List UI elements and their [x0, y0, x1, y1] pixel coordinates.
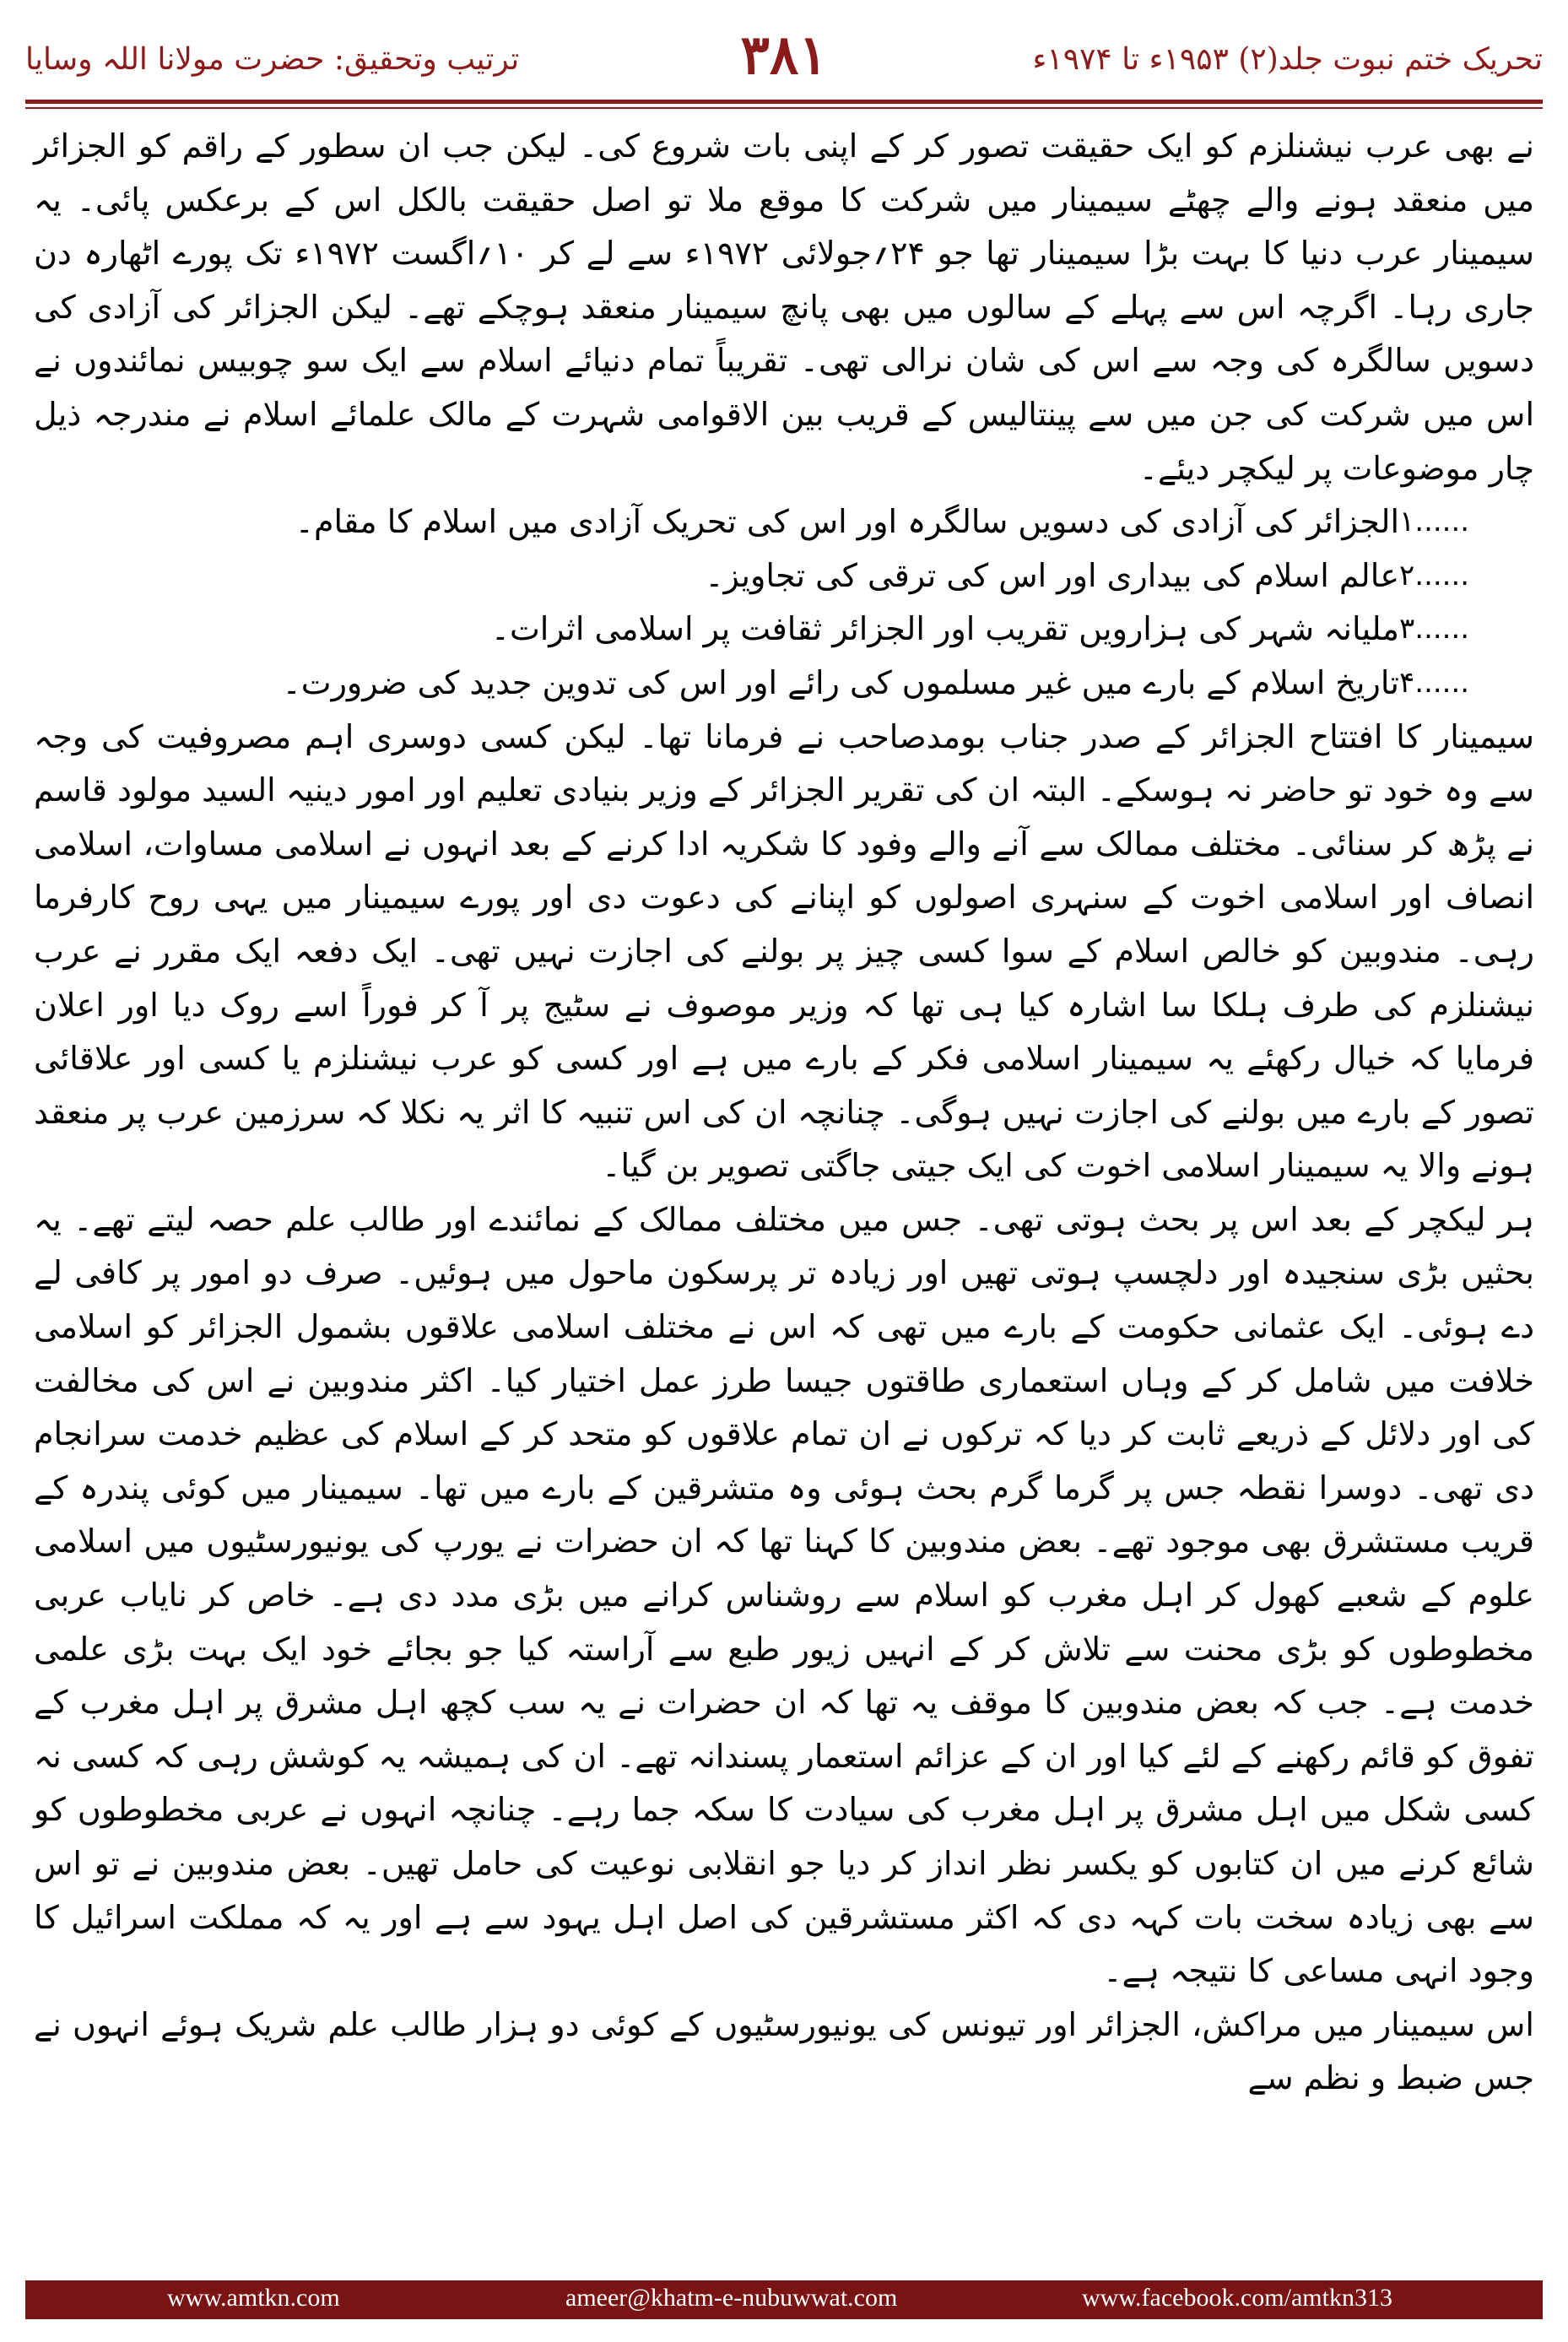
facebook-link[interactable]: www.facebook.com/amtkn313	[1082, 2284, 1392, 2312]
topic-item	[34, 495, 1534, 549]
email-link[interactable]: ameer@khatm-e-nubuwwat.com	[565, 2284, 898, 2312]
page-header	[25, 24, 1543, 100]
page-body	[34, 120, 1534, 2106]
topic-item	[34, 549, 1534, 603]
paragraph-4: اس سیمینار میں مراکش، الجزائر اور تیونس کی یونیورسٹیوں کے کوئی دو ہزار طالب علم شریک ہوئے انہوں نے جس ضبط و نظم سے	[34, 2005, 1534, 2097]
topic-text: الجزائر کی آزادی کی دسویں سالگرہ اور اس کی تحریک آزادی میں اسلام کا مقام۔	[295, 503, 1399, 541]
topic-text: ملیانہ شہر کی ہزارویں تقریب اور الجزائر ثقافت پر اسلامی اثرات۔	[490, 610, 1399, 648]
topic-item	[34, 657, 1534, 711]
header-rule	[25, 100, 1543, 104]
website-link[interactable]: www.amtkn.com	[167, 2284, 340, 2312]
paragraph-2: سیمینار کا افتتاح الجزائر کے صدر جناب بومدصاحب نے فرمانا تھا۔ لیکن کسی دوسری اہم مصروفیت کی وجہ سے وہ خود تو حاضر نہ ہوسکے۔ البتہ ان کی تقریر الجزائر کے وزیر بنیادی تعلیم اور امور دینیہ السید مولود قاسم نے پڑھ کر سنائی۔ مختلف ممالک سے آنے والے وفود کا شکریہ ادا کرنے کے بعد انہوں نے اسلامی مساوات، اسلامی انصاف اور اسلامی اخوت کے سنہری اصولوں کو اپنانے کی دعوت دی اور پورے سیمینار میں یہی روح کارفرما رہی۔ مندوبین کو خالص اسلام کے سوا کسی چیز پر بولنے کی اجازت نہیں تھی۔ ایک دفعہ ایک مقرر نے عرب نیشنلزم کی طرف ہلکا سا اشارہ کیا ہی تھا کہ وزیر موصوف نے سٹیج پر آ کر فوراً اسے روک دیا اور اعلان فرمایا کہ خیال رکھئے یہ سیمینار اسلامی فکر کے بارے میں ہے اور کسی کو عرب نیشنلزم یا کسی اور علاقائی تصور کے بارے میں بولنے کی اجازت نہیں ہوگی۔ چنانچہ ان کی اس تنبیہ کا اثر یہ نکلا کہ سرزمین عرب پر منعقد ہونے والا یہ سیمینار اسلامی اخوت کی ایک جیتی جاگتی تصویر بن گیا۔	[34, 717, 1534, 1185]
topic-item	[34, 603, 1534, 657]
topic-number: ۴......	[1399, 665, 1470, 700]
topic-number: ۱......	[1399, 505, 1470, 539]
page-footer	[25, 2280, 1543, 2319]
topic-text: تاریخ اسلام کے بارے میں غیر مسلموں کی رائے اور اس کی تدوین جدید کی ضرورت۔	[282, 663, 1399, 701]
topic-number: ۲......	[1399, 558, 1470, 592]
paragraph-1: نے بھی عرب نیشنلزم کو ایک حقیقت تصور کر کے اپنی بات شروع کی۔ لیکن جب ان سطور کے راقم کو الجزائر میں منعقد ہونے والے چھٹے سیمینار میں شرکت کا موقع ملا تو اصل حقیقت بالکل اس کے برعکس پائی۔ یہ سیمینار عرب دنیا کا بہت بڑا سیمینار تھا جو ۲۴؍جولائی ۱۹۷۲ء سے لے کر ۱۰؍اگست ۱۹۷۲ء تک پورے اٹھارہ دن جاری رہا۔ اگرچہ اس سے پہلے کے سالوں میں بھی پانچ سیمینار منعقد ہوچکے تھے۔ لیکن الجزائر کی آزادی کی دسویں سالگرہ کی وجہ سے اس کی شان نرالی تھی۔ تقریباً تمام دنیائے اسلام سے ایک سو چوبیس نمائندوں نے اس میں شرکت کی جن میں سے پینتالیس کے قریب بین الاقوامی شہرت کے مالک علمائے اسلام نے مندرجہ ذیل چار موضوعات پر لیکچر دیئے۔	[34, 127, 1534, 487]
header-rule-thin	[25, 107, 1543, 109]
book-title: تحریک ختم نبوت جلد(۲) ۱۹۵۳ء تا ۱۹۷۴ء	[1032, 42, 1543, 77]
page-number: ۳۸۱	[740, 24, 828, 87]
paragraph-3: ہر لیکچر کے بعد اس پر بحث ہوتی تھی۔ جس میں مختلف ممالک کے نمائندے اور طالب علم حصہ لیتے تھے۔ یہ بحثیں بڑی سنجیدہ اور دلچسپ ہوتی تھیں اور زیادہ تر پرسکون ماحول میں ہوئیں۔ صرف دو امور پر کافی لے دے ہوئی۔ ایک عثمانی حکومت کے بارے میں تھی کہ اس نے مختلف اسلامی علاقوں بشمول الجزائر کو اسلامی خلافت میں شامل کر کے وہاں استعماری طاقتوں جیسا طرز عمل اختیار کیا۔ اکثر مندوبین نے اس کی مخالفت کی اور دلائل کے ذریعے ثابت کر دیا کہ ترکوں نے ان تمام علاقوں کو متحد کر کے اسلام کی عظیم خدمت سرانجام دی تھی۔ دوسرا نقطہ جس پر گرما گرم بحث ہوئی وہ متشرقین کے بارے میں تھا۔ سیمینار میں کوئی پندرہ کے قریب مستشرق بھی موجود تھے۔ بعض مندوبین کا کہنا تھا کہ ان حضرات نے یورپ کی یونیورسٹیوں میں اسلامی علوم کے شعبے کھول کر اہل مغرب کو اسلام سے روشناس کرانے میں بڑی مدد دی ہے۔ خاص کر نایاب عربی مخطوطوں کو بڑی محنت سے تلاش کر کے انہیں زیور طبع سے آراستہ کیا جو بجائے خود ایک بہت بڑی علمی خدمت ہے۔ جب کہ بعض مندوبین کا موقف یہ تھا کہ ان حضرات نے یہ سب کچھ اہل مشرق پر اہل مغرب کے تفوق کو قائم رکھنے کے لئے کیا اور ان کے عزائم استعمار پسندانہ تھے۔ ان کی ہمیشہ یہ کوشش رہی کہ کسی نہ کسی شکل میں اہل مشرق پر اہل مغرب کی سیادت کا سکہ جما رہے۔ چنانچہ انہوں نے عربی مخطوطوں کو شائع کرنے میں ان کتابوں کو یکسر نظر انداز کر دیا جو انقلابی نوعیت کی حامل تھیں۔ بعض مندوبین نے تو اس سے بھی زیادہ سخت بات کہہ دی کہ اکثر مستشرقین کی اصل اہل یہود سے ہے اور یہ کہ مملکت اسرائیل کا وجود انہی مساعی کا نتیجہ ہے۔	[34, 1200, 1535, 1990]
topic-text: عالم اسلام کی بیداری اور اس کی ترقی کی تجاویز۔	[705, 556, 1399, 594]
topic-number: ۳......	[1399, 612, 1470, 646]
compiler-credit: ترتیب وتحقیق: حضرت مولانا اللہ وسایا	[25, 42, 520, 77]
